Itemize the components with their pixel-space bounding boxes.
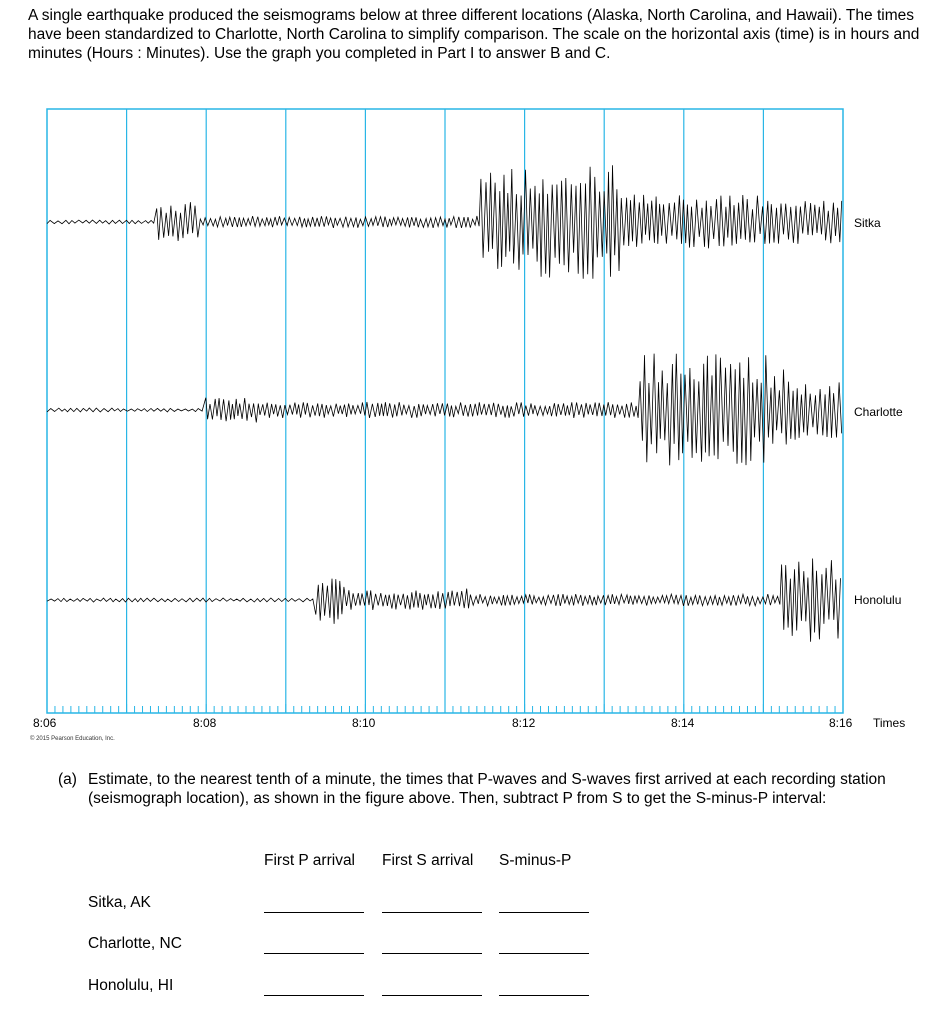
time-label-810: 8:10 — [352, 716, 376, 730]
time-label-816: 8:16 — [829, 716, 853, 730]
seismogram-trace-charlotte — [47, 354, 842, 466]
blank-charlotte-p[interactable] — [264, 953, 364, 954]
header-first-p: First P arrival — [264, 852, 356, 869]
blank-honolulu-s[interactable] — [382, 995, 482, 996]
header-s-minus-p: S-minus-P — [499, 852, 572, 869]
header-first-s: First S arrival — [382, 852, 474, 869]
blank-sitka-s[interactable] — [382, 912, 482, 913]
seismogram-figure — [0, 100, 949, 750]
row-label-sitka: Sitka, AK — [88, 894, 151, 911]
blank-honolulu-p[interactable] — [264, 995, 364, 996]
seismogram-chart — [0, 100, 949, 750]
row-label-charlotte: Charlotte, NC — [88, 935, 182, 952]
seismogram-trace-honolulu — [47, 559, 841, 642]
row-label-honolulu: Honolulu, HI — [88, 977, 174, 994]
intro-text: A single earthquake produced the seismograms below at three different locations (Alaska, North Carolina, and Hawaii). The times have been standardized to Charlotte, North Carolina to simplify comparison. The scale on the horizontal axis (time) is in hours and minutes (Hours : Minutes). Use the graph you completed in Part I to answer B and C. — [28, 7, 920, 62]
time-label-814: 8:14 — [671, 716, 695, 730]
copyright-notice: © 2015 Pearson Education, Inc. — [30, 736, 115, 742]
station-label-sitka: Sitka — [854, 216, 881, 230]
blank-honolulu-sp[interactable] — [499, 995, 589, 996]
seismogram-trace-sitka — [47, 165, 842, 278]
time-label-806: 8:06 — [33, 716, 57, 730]
time-label-812: 8:12 — [512, 716, 536, 730]
blank-charlotte-s[interactable] — [382, 953, 482, 954]
blank-sitka-sp[interactable] — [499, 912, 589, 913]
question-marker: (a) — [58, 771, 77, 788]
blank-sitka-p[interactable] — [264, 912, 364, 913]
time-label-808: 8:08 — [193, 716, 217, 730]
axis-label-times: Times — [873, 716, 906, 730]
question-text: Estimate, to the nearest tenth of a minute, the times that P-waves and S-waves first arrived at each recording station (seismograph location), as shown in the figure above. Then, subtract P from S to get the S-minus-P interval: — [88, 771, 886, 807]
station-label-charlotte: Charlotte — [854, 405, 903, 419]
blank-charlotte-sp[interactable] — [499, 953, 589, 954]
station-label-honolulu: Honolulu — [854, 593, 902, 607]
